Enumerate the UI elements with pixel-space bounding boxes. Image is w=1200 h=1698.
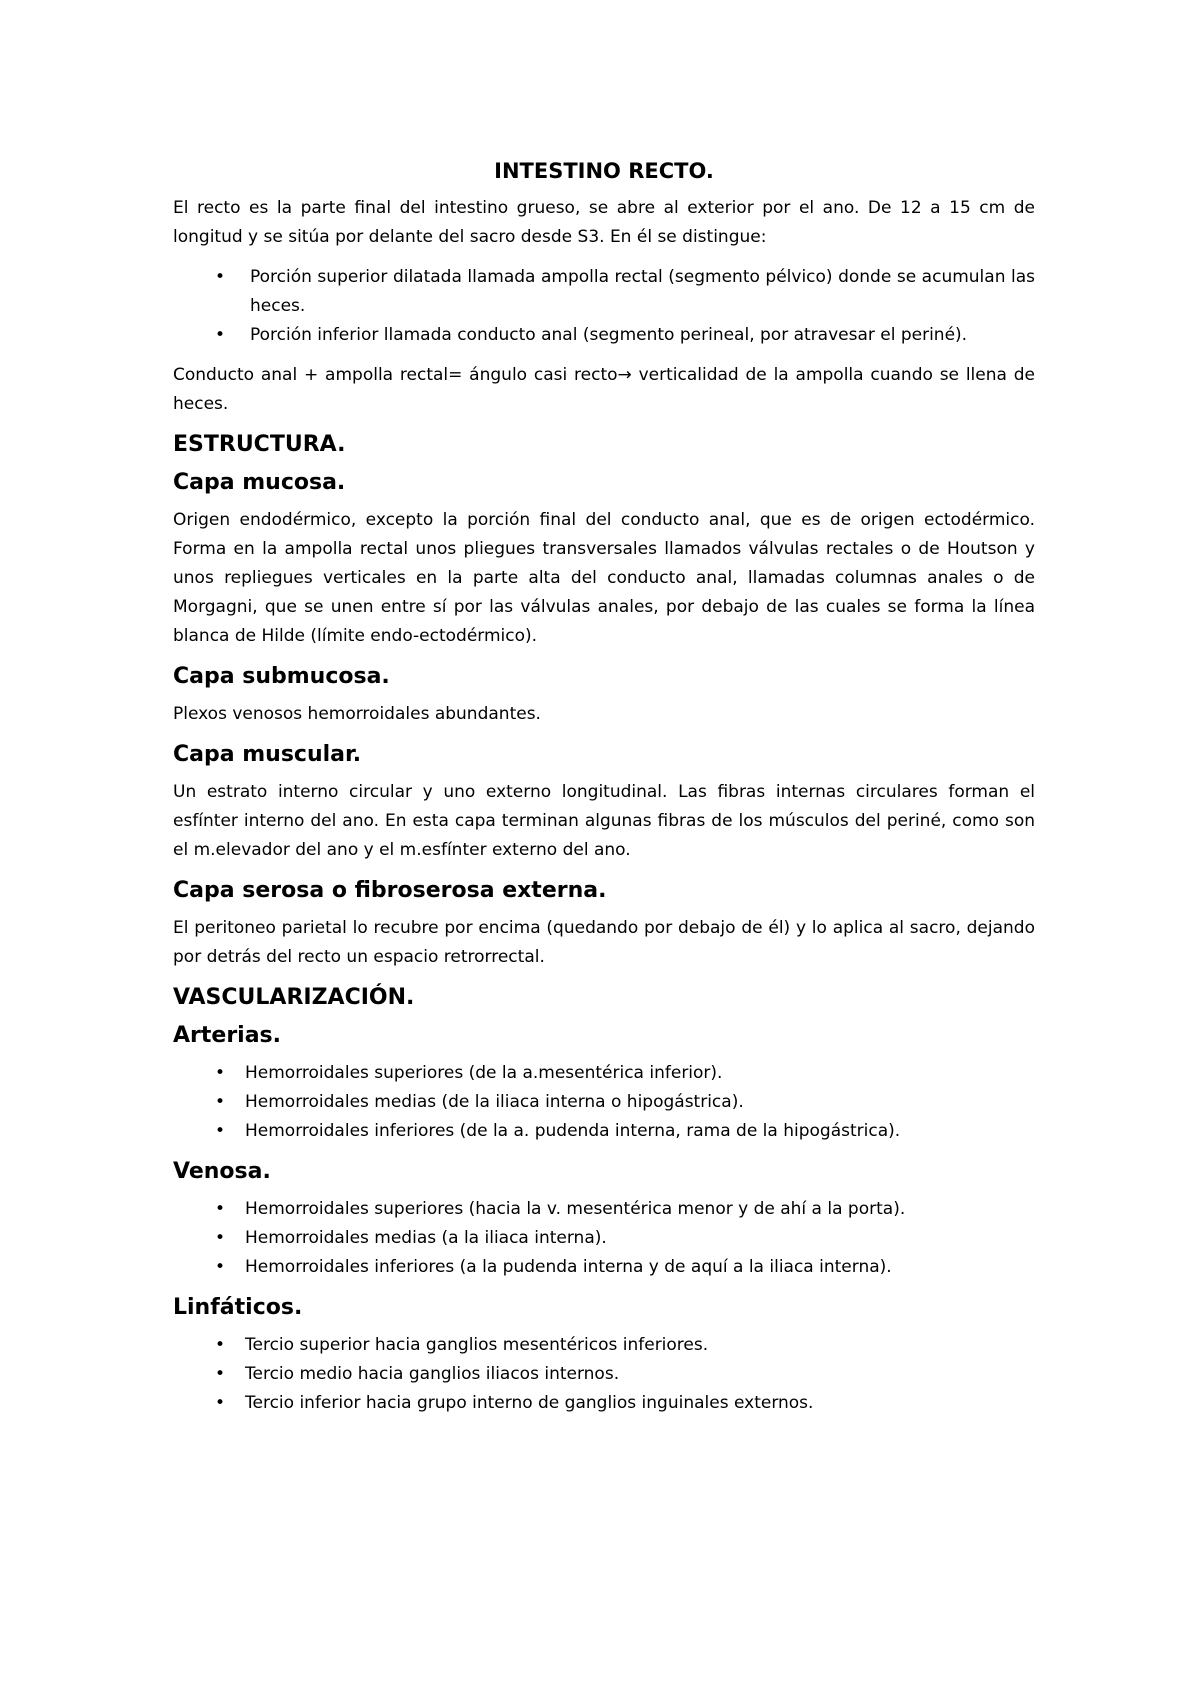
list-item [173,1331,1035,1360]
submucosa-paragraph: Plexos venosos hemorroidales abundantes. [173,704,541,724]
bullet-icon: • [215,1228,226,1248]
bullet-icon: • [215,1393,226,1413]
list-item [173,321,1035,350]
document-title: INTESTINO RECTO. [494,159,714,183]
linfaticos-list [173,1331,1035,1418]
arterias-list [173,1059,1035,1146]
intro-paragraph: El recto es la parte final del intestino grueso, se abre al exterior por el ano. De 12 a 15 cm de longitud y se sitúa por delante del sacro desde S3. En él se distingue: [173,198,1035,247]
subheading-capa-submucosa: Capa submucosa. [173,664,390,689]
list-item-text: Hemorroidales inferiores (a la pudenda interna y de aquí a la iliaca interna). [245,1257,892,1277]
list-item-text: Hemorroidales superiores (de la a.mesentérica inferior). [245,1063,723,1083]
bullet-icon: • [215,267,226,287]
bullet-icon: • [215,1335,226,1355]
list-item [173,1088,1035,1117]
list-item-text: Tercio medio hacia ganglios iliacos internos. [245,1364,620,1384]
list-item-text: Tercio superior hacia ganglios mesentéricos inferiores. [245,1335,709,1355]
list-item [173,1059,1035,1088]
subheading-capa-muscular: Capa muscular. [173,742,362,767]
bullet-icon: • [215,1063,226,1083]
subheading-linfaticos: Linfáticos. [173,1295,303,1320]
list-item [173,263,1035,321]
bullet-icon: • [215,325,226,345]
list-item-text: Hemorroidales inferiores (de la a. pudenda interna, rama de la hipogástrica). [245,1121,901,1141]
list-item [173,1253,1035,1282]
bullet-icon: • [215,1257,226,1277]
serosa-paragraph: El peritoneo parietal lo recubre por encima (quedando por debajo de él) y lo aplica al sacro, dejando por detrás del recto un espacio retrorrectal. [173,918,1035,967]
list-item-text: Porción superior dilatada llamada ampolla rectal (segmento pélvico) donde se acumulan las heces. [250,267,1035,316]
subheading-capa-mucosa: Capa mucosa. [173,470,346,495]
list-item [173,1389,1035,1418]
subheading-capa-serosa: Capa serosa o fibroserosa externa. [173,878,607,903]
list-item-text: Hemorroidales superiores (hacia la v. mesentérica menor y de ahí a la porta). [245,1199,906,1219]
document-page [173,158,1035,1429]
venosa-list [173,1195,1035,1282]
list-item [173,1195,1035,1224]
muscular-paragraph: Un estrato interno circular y uno externo longitudinal. Las fibras internas circulares forman el esfínter interno del ano. En esta capa terminan algunas fibras de los músculos del periné, como son el m.elevador del ano y el m.esfínter externo del ano. [173,782,1035,860]
list-item [173,1224,1035,1253]
list-item-text: Hemorroidales medias (de la iliaca interna o hipogástrica). [245,1092,744,1112]
bullet-icon: • [215,1092,226,1112]
bullet-icon: • [215,1364,226,1384]
angle-note-paragraph: Conducto anal + ampolla rectal= ángulo casi recto→ verticalidad de la ampolla cuando se llena de heces. [173,365,1035,414]
list-item [173,1360,1035,1389]
bullet-icon: • [215,1121,226,1141]
list-item-text: Tercio inferior hacia grupo interno de ganglios inguinales externos. [245,1393,814,1413]
bullet-icon: • [215,1199,226,1219]
subheading-venosa: Venosa. [173,1159,271,1184]
section-heading-vascularizacion: VASCULARIZACIÓN. [173,985,415,1010]
list-item [173,1117,1035,1146]
list-item-text: Porción inferior llamada conducto anal (segmento perineal, por atravesar el periné). [250,325,968,345]
list-item-text: Hemorroidales medias (a la iliaca interna). [245,1228,607,1248]
intro-list [173,263,1035,350]
section-heading-estructura: ESTRUCTURA. [173,432,346,457]
subheading-arterias: Arterias. [173,1023,282,1048]
mucosa-paragraph: Origen endodérmico, excepto la porción final del conducto anal, que es de origen ectodérmico. Forma en la ampolla rectal unos pliegues transversales llamados válvulas rectales o de Houtson y unos repliegues verticales en la parte alta del conducto anal, llamadas columnas anales o de Morgagni, que se unen entre sí por las válvulas anales, por debajo de las cuales se forma la línea blanca de Hilde (límite endo-ectodérmico). [173,510,1035,646]
